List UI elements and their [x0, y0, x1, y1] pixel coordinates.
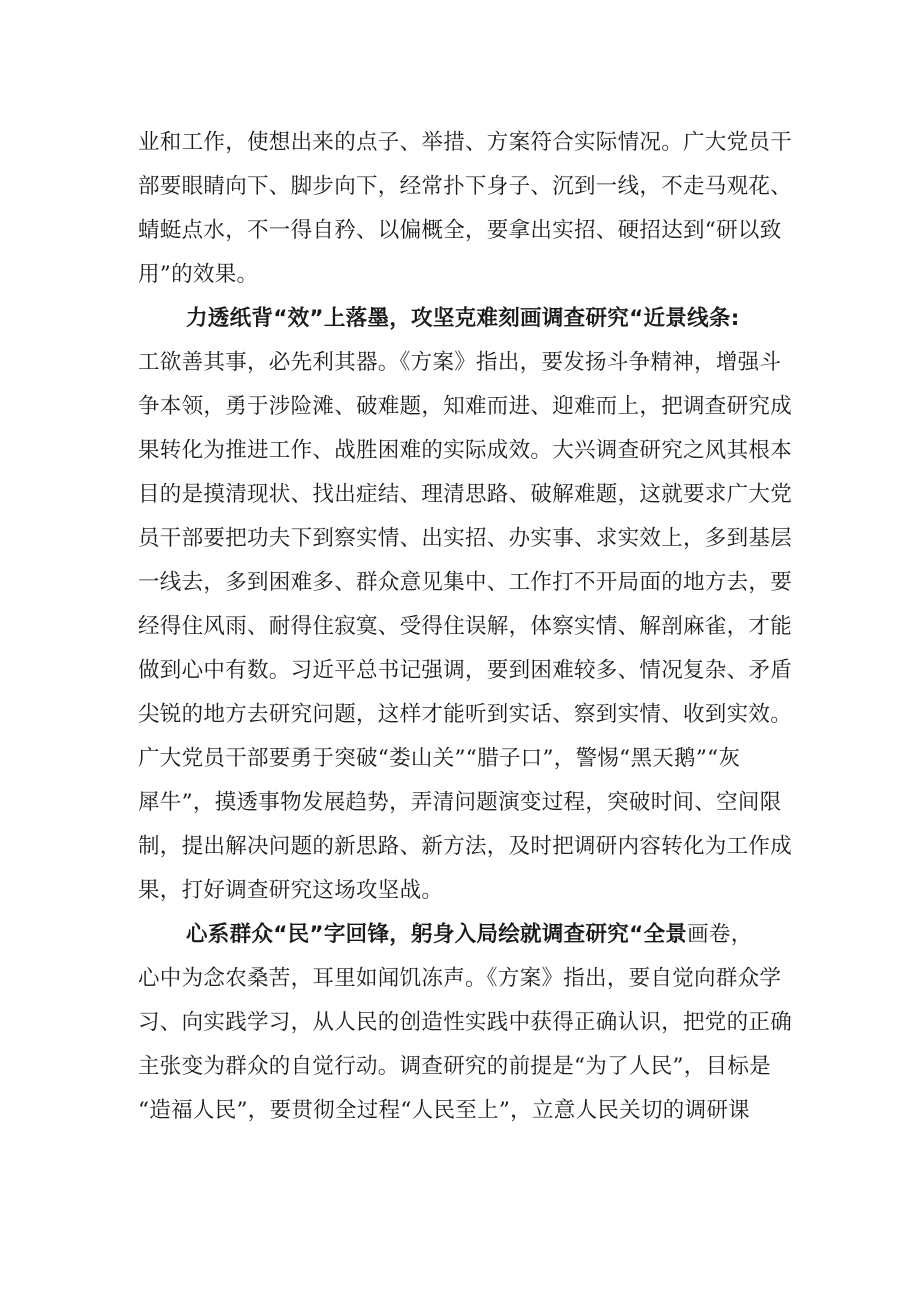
section-heading: [186, 918, 846, 952]
text-line: 经得住风雨、耐得住寂寞、受得住误解，体察实情、解剖麻雀，才能: [138, 614, 793, 639]
text-line: 习、向实践学习，从人民的创造性实践中获得正确认识，把党的正确: [138, 1010, 793, 1035]
text-line: 目的是摸清现状、找出症结、理清思路、破解难题，这就要求广大党: [138, 482, 793, 507]
text-line: 工欲善其事，必先利其器。《方案》指出，要发扬斗争精神，增强斗: [138, 350, 782, 375]
text-line: 用”的效果。: [138, 262, 259, 287]
text-line: “造福人民”，要贯彻全过程“人民至上”，立意人民关切的调研课: [138, 1098, 750, 1123]
text-line: 广大党员干部要勇于突破“娄山关”“腊子口”，警惕“黑天鹅”“灰: [138, 746, 741, 771]
text-line: 蜻蜓点水，不一得自矜、以偏概全，要拿出实招、硬招达到“研以致: [138, 218, 782, 243]
text-line: 果，打好调查研究这场攻坚战。: [138, 878, 444, 903]
text-line: 心中为念农桑苦，耳里如闻饥冻声。《方案》指出，要自觉向群众学: [138, 966, 782, 991]
text-line: 果转化为推进工作、战胜困难的实际成效。大兴调查研究之风其根本: [138, 438, 793, 463]
text-line: 制，提出解决问题的新思路、新方法，及时把调研内容转化为工作成: [138, 834, 793, 859]
text-line: 部要眼睛向下、脚步向下，经常扑下身子、沉到一线，不走马观花、: [138, 174, 793, 199]
section-heading: 力透纸背“效”上落墨，攻坚克难刻画调查研究“近景线条:: [186, 306, 740, 331]
section-heading-tail: 画卷，: [687, 922, 753, 947]
text-line: 员干部要把功夫下到察实情、出实招、办实事、求实效上，多到基层: [138, 526, 793, 551]
section-heading-bold: 心系群众“民”字回锋，躬身入局绘就调查研究“全景: [186, 922, 688, 947]
text-line: 做到心中有数。习近平总书记强调，要到困难较多、情况复杂、矛盾: [138, 658, 793, 683]
text-line: 一线去，多到困难多、群众意见集中、工作打不开局面的地方去，要: [138, 570, 793, 595]
text-line: 争本领，勇于涉险滩、破难题，知难而进、迎难而上，把调查研究成: [138, 394, 793, 419]
text-line: 业和工作，使想出来的点子、举措、方案符合实际情况。广大党员干: [138, 130, 793, 155]
text-line: 犀牛”，摸透事物发展趋势，弄清问题演变过程，突破时间、空间限: [138, 790, 782, 815]
text-line: 主张变为群众的自觉行动。调查研究的前提是“为了人民”，目标是: [138, 1054, 771, 1079]
text-line: 尖锐的地方去研究问题，这样才能听到实话、察到实情、收到实效。: [138, 702, 793, 727]
